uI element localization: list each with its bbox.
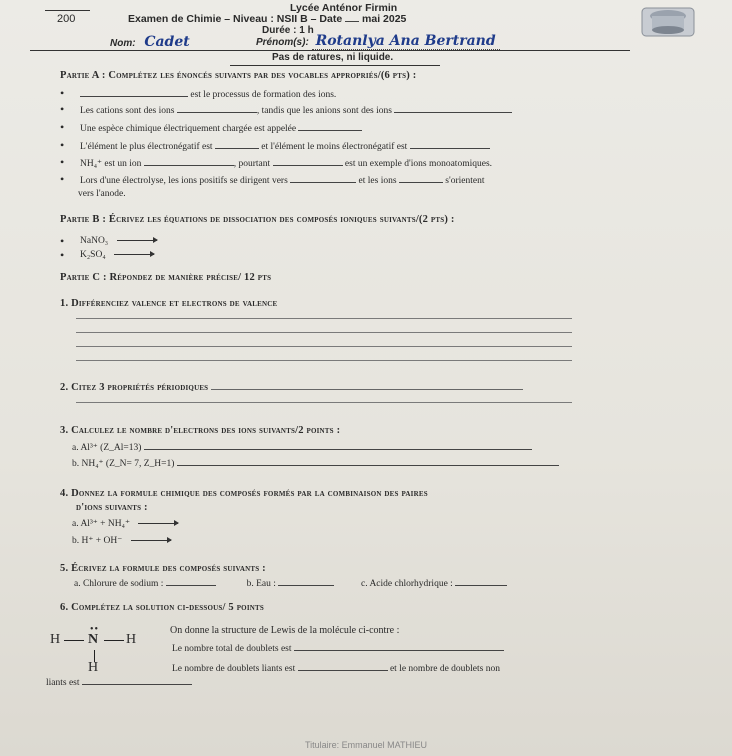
question-3a-text: a. Al³⁺ (Z_Al=13) [72, 443, 142, 453]
question-3a [72, 441, 532, 453]
part-a-item-1 [80, 88, 336, 100]
part-a-item-6-after: s'orientent [445, 176, 485, 186]
school-logo-icon [638, 2, 698, 42]
question-4b-text: b. H⁺ + OH⁻ [72, 536, 123, 546]
part-a-item-6 [80, 174, 484, 186]
question-6-line2a-text: Le nombre de doublets liants est [172, 664, 296, 674]
lewis-h-left: H [50, 632, 61, 647]
part-b-title: Partie B : Écrivez les équations de dissociation des composés ioniques suivants/(2 pts) : [60, 214, 455, 225]
firstname-label: Prénom(s): [256, 37, 309, 48]
part-a-item-6-before: Lors d'une électrolyse, les ions positifs se dirigent vers [80, 176, 288, 186]
question-6-intro: On donne la structure de Lewis de la molécule ci-contre : [170, 625, 400, 636]
lewis-n: N [88, 632, 99, 647]
question-5a-text: a. Chlorure de sodium : [74, 579, 164, 589]
footer-teacher: Titulaire: Emmanuel MATHIEU [304, 740, 428, 750]
part-a-item-5-before: NH₄⁺ est un ion [80, 159, 142, 169]
school-name: Lycée Anténor Firmin [290, 2, 398, 14]
part-a-item-5-after: est un exemple d'ions monoatomiques. [344, 159, 493, 169]
lewis-structure [50, 626, 150, 676]
part-a-item-5-middle: , pourtant [233, 159, 271, 169]
part-a-item-4-middle: et l'élément le moins électronégatif est [261, 142, 408, 152]
part-b-item-1 [80, 236, 157, 246]
name-value: Cadet [138, 34, 219, 51]
question-6-line1 [172, 642, 504, 654]
part-a-item-3 [80, 122, 362, 134]
part-c-title: Partie C : Répondez de manière précise/ 12 pts [60, 272, 272, 283]
part-a-item-1-after: est le processus de formation des ions. [190, 90, 337, 100]
question-1: 1. Différenciez valence et electrons de valence [60, 298, 278, 309]
part-b-item-2 [80, 250, 154, 260]
lewis-h-right: H [126, 632, 137, 647]
part-a-item-4 [80, 140, 490, 152]
firstname-value: Rotanlya Ana Bertrand [312, 33, 500, 50]
part-a-item-6-middle: et les ions [358, 176, 397, 186]
question-6-line3 [46, 676, 192, 688]
part-a-item-2-before: Les cations sont des ions [80, 106, 175, 116]
question-6-line2 [172, 662, 500, 674]
exam-duration: Durée : 1 h [262, 25, 314, 36]
question-6-line2b-text: et le nombre de doublets non [389, 664, 500, 674]
reaction-arrow-icon [138, 523, 178, 524]
question-5-answers [74, 577, 507, 589]
reaction-arrow-icon [131, 540, 171, 541]
reaction-arrow-icon [114, 254, 154, 255]
question-3b [72, 457, 559, 469]
question-5: 5. Écrivez la formule des composés suivants : [60, 563, 266, 574]
exam-title-text: Examen de Chimie – Niveau : NSII B – Date [128, 13, 343, 25]
part-a-item-3-before: Une espèce chimique électriquement chargée est appelée [80, 124, 297, 134]
name-label: Nom: [110, 38, 136, 49]
question-4a [72, 518, 178, 529]
part-a-item-2 [80, 104, 512, 116]
question-4a-text: a. Al³⁺ + NH₄⁺ [72, 519, 130, 529]
part-b-item-2-formula: K₂SO₄ [80, 250, 106, 260]
question-6: 6. Complétez la solution ci-dessous/ 5 points [60, 602, 264, 613]
lewis-dots: •• [90, 624, 100, 635]
part-b-item-1-formula: NaNO₃ [80, 236, 109, 246]
part-a-item-6-cont: vers l'anode. [78, 189, 126, 199]
exam-date: mai 2025 [362, 13, 407, 25]
part-a-item-5 [80, 157, 492, 169]
reaction-arrow-icon [117, 240, 157, 241]
question-2 [60, 381, 523, 393]
part-a-title: Partie A : Complétez les énoncés suivants par des vocables appropriés/(6 pts) : [60, 70, 417, 81]
score-value: 200 [57, 13, 76, 25]
question-2-text: 2. Citez 3 propriétés périodiques [60, 382, 209, 393]
lewis-h-bottom: H [88, 660, 99, 675]
question-5b-text: b. Eau : [246, 579, 276, 589]
name-line [110, 34, 220, 50]
question-4b [72, 535, 171, 546]
question-4: 4. Donnez la formule chimique des composés formés par la combinaison des paires [60, 488, 428, 499]
question-3b-text: b. NH₄⁺ (Z_N= 7, Z_H=1) [72, 459, 175, 469]
question-4-cont: d'ions suivants : [76, 502, 148, 513]
part-a-item-4-before: L'élément le plus électronégatif est [80, 142, 213, 152]
question-3: 3. Calculez le nombre d'electrons des ions suivants/2 points : [60, 425, 341, 436]
score-box [45, 10, 90, 25]
question-6-line3-text: liants est [46, 678, 80, 688]
firstname-line [256, 33, 500, 49]
part-a-item-2-middle: , tandis que les anions sont des ions [256, 106, 392, 116]
rule-note: Pas de ratures, ni liquide. [272, 52, 394, 63]
exam-title [128, 13, 406, 25]
question-6-line1-text: Le nombre total de doublets est [172, 644, 292, 654]
question-5c-text: c. Acide chlorhydrique : [361, 579, 453, 589]
